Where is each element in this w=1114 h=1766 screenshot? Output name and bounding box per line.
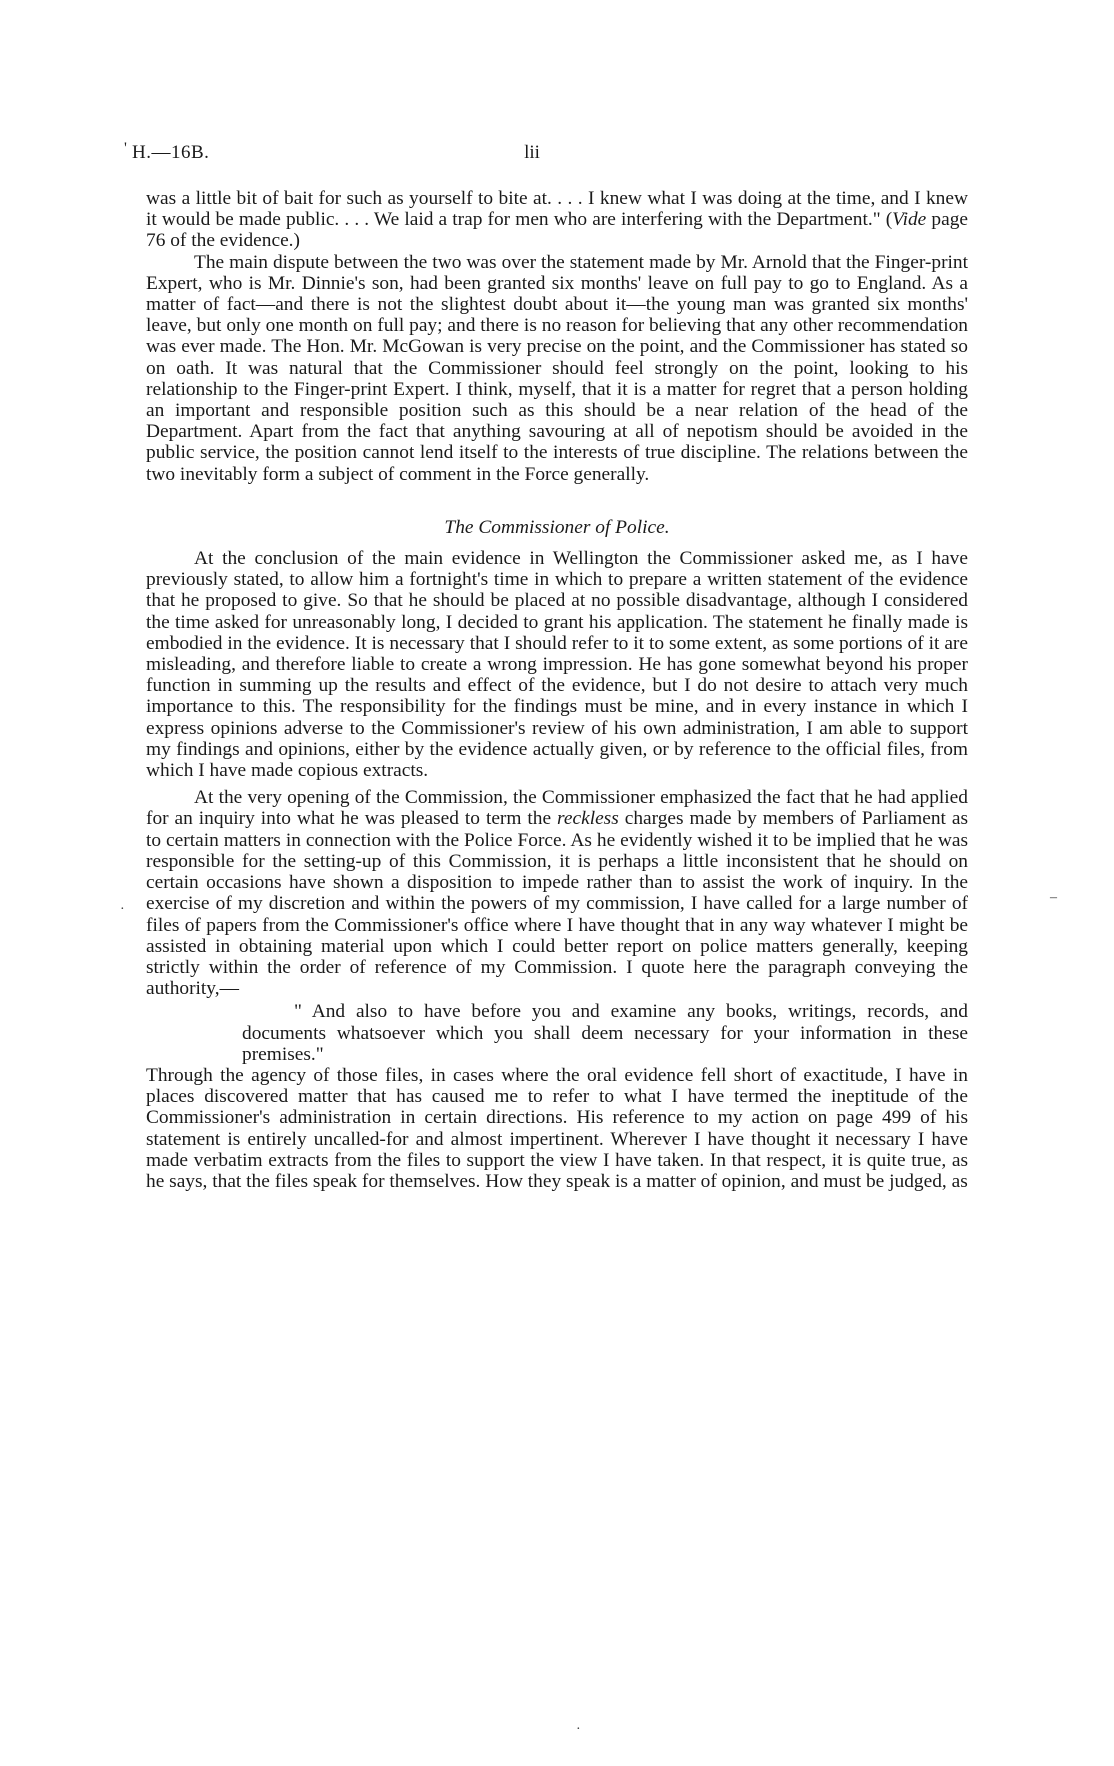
section-heading: The Commissioner of Police.	[444, 516, 670, 538]
italic-text: Vide	[892, 209, 927, 231]
paragraph-conclusion: At the conclusion of the main evidence in Wellington the Commissioner asked me, as I have previously stated, to allow him a fortnight's time in which to prepare a written statement of the evidence that he proposed to give. So that he should be placed at no possible disadvantage, although I considered the time asked for unreasonably long, I decided to grant his application. The statement he finally made is embodied in the evidence. It is necessary that I should refer to it to some extent, as some portions of it are misleading, and therefore liable to create a wrong impression. He has gone somewhat beyond his proper function in summing up the results and effect of the evidence, but I do not desire to attach very much importance to this. The responsibility for the findings must be mine, and in every instance in which I express opinions adverse to the Commissioner's review of his own administration, I am able to support my findings and opinions, either by the evidence actually given, or by reference to the official files, from which I have made copious extracts.	[146, 548, 968, 782]
paragraph-main-dispute: The main dispute between the two was over the statement made by Mr. Arnold that the Finger-print Expert, who is Mr. Dinnie's son, had been granted six months' leave on full pay to go to England. As a matter of fact—and there is not the slightest doubt about it—the young man was granted six months' leave, but only one month on full pay; and there is no reason for believing that any other recommendation was ever made. The Hon. Mr. McGowan is very precise on the point, and the Commissioner has stated so on oath. It was natural that the Commissioner should feel strongly on the point, looking to his relationship to the Finger-print Expert. I think, myself, that it is a matter for regret that a person holding an important and responsible position such as this should be a near relation of the head of the Department. Apart from the fact that anything savouring at all of nepotism should be avoided in the public service, the position cannot lend itself to the interests of true discipline. The relations between the two inevitably form a subject of comment in the Force generally.	[146, 251, 968, 485]
paragraph-text: page 76 of the evidence.)	[146, 209, 968, 252]
block-quote: " And also to have before you and examine any books, writings, records, and documents whatsoever which you shall deem necessary for your information in these premises."	[242, 1001, 968, 1065]
stray-dot: ·	[576, 1722, 581, 1737]
paragraph-files: Through the agency of those files, in cases where the oral evidence fell short of exactitude, I have in places discovered matter that has caused me to refer to what I have termed the ineptitude of the Commissioner's administration in certain directions. His reference to my action on page 499 of his statement is entirely uncalled-for and almost impertinent. Wherever I have thought it necessary I have made verbatim extracts from the files to support the view I have taken. In that respect, it is quite true, as he says, that the files speak for themselves. How they speak is a matter of opinion, and must be judged, as	[146, 1064, 968, 1192]
stray-dot: ·	[120, 902, 125, 917]
italic-text: reckless	[557, 808, 619, 830]
page-header	[124, 140, 982, 168]
paragraph-text: At the very opening of the Commission, the Commissioner emphasized the fact that he had applied for an inquiry into what he was pleased to term the	[146, 787, 968, 830]
page-number: lii	[524, 142, 540, 163]
paragraph-text: was a little bit of bait for such as yourself to bite at. . . . I knew what I was doing at the time, and I knew it would be made public. . . . We laid a trap for men who are interfering with the Department." (	[146, 188, 968, 231]
header-mark: '	[124, 140, 127, 157]
paragraph-text: charges made by members of Parliament as to certain matters in connection with the Police Force. As he evidently wished it to be implied that he was responsible for the setting-up of this Commission, it is perhaps a little inconsistent that he should on certain occasions have shown a disposition to impede rather than to assist the work of inquiry. In the exercise of my discretion and within the powers of my commission, I have called for a large number of files of papers from the Commissioner's office where I have thought that in any way whatever I might be assisted in obtaining material upon which I could better report on police matters generally, keeping strictly within the order of reference of my Commission. I quote here the paragraph conveying the authority,—	[146, 808, 968, 1000]
body-text	[146, 188, 968, 1192]
paragraph-opening	[146, 787, 968, 999]
paragraph-continued	[146, 188, 968, 252]
document-reference: H.—16B.	[132, 142, 210, 163]
stray-mark: ‒	[1050, 890, 1057, 905]
